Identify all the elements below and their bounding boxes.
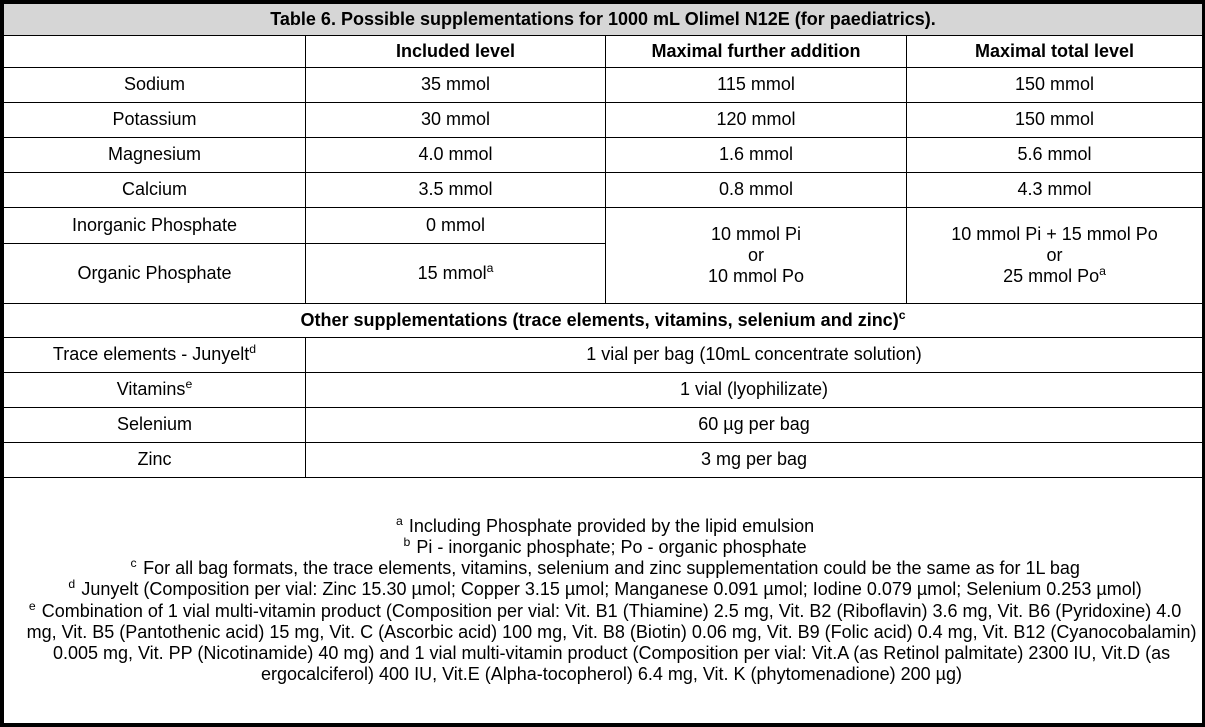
supplementation-table — [3, 3, 1203, 724]
table-row — [4, 173, 1203, 208]
cell-potassium-included: 30 mmol — [306, 103, 606, 138]
cell-phosphate-max-total — [907, 208, 1203, 304]
table-title: Table 6. Possible supplementations for 1000 mL Olimel N12E (for paediatrics). — [4, 4, 1203, 36]
column-header-maximal-further-addition: Maximal further addition — [606, 36, 907, 68]
trace-elements-superscript: d — [249, 342, 257, 357]
cell-phosphate-max-addition — [606, 208, 907, 304]
table-row — [4, 373, 1203, 408]
column-header-row — [4, 36, 1203, 68]
footnote-c: $^c$ For all bag formats, the trace elements, vitamins, selenium and zinc supplementation could be the same as for 1L bag — [130, 556, 1080, 579]
section-banner-other-supplementations — [4, 304, 1203, 338]
column-header-included-level: Included level — [306, 36, 606, 68]
row-label-vitamins — [4, 373, 306, 408]
footnote-a: $^a$ Including Phosphate provided by the lipid emulsion — [395, 513, 815, 536]
section-banner-text: Other supplementations (trace elements, vitamins, selenium and zinc) — [300, 309, 899, 330]
phosphate-max-addition-line2: or — [747, 244, 764, 265]
column-header-maximal-total-level: Maximal total level — [907, 36, 1203, 68]
organic-phosphate-included-value: 15 mmol — [417, 262, 487, 283]
footnote-e-text: Combination of 1 vial multi-vitamin product (Composition per vial: Vit. B1 (Thiamine) 2.5 mg, Vit. B2 (Riboflavin) 3.6 mg, Vit. B6 (Pyridoxine) 4.0 mg, Vit. B5 (Pantothenic acid) 15 mg, Vit. C (Ascorbic acid) 100 mg, Vit. B8 (Biotin) 0.06 mg, Vit. B9 (Folic acid) 0.4 mg, Vit. B12 (Cyanocobalamin) 0.005 mg, Vit. PP (Nicotinamide) 40 mg) and 1 vial multi-vitamin product (Composition per vial: Vit.A (as Retinol palmitate) 2300 IU, Vit.D (as ergocalciferol) 400 IU, Vit.E (Alpha-tocopherol) 6.4 mg, Vit. K (phytomenadione) 200 µg) — [26, 600, 1197, 685]
footnote-d: $^d$ Junyelt (Composition per vial: Zinc 15.30 µmol; Copper 3.15 µmol; Manganese 0.091 µmol; Iodine 0.079 µmol; Selenium 0.253 µmol) — [68, 577, 1142, 600]
vitamins-label-text: Vitamins — [116, 379, 186, 400]
table-title-row — [4, 4, 1203, 36]
vitamins-superscript: e — [185, 377, 193, 392]
trace-elements-label-text: Trace elements - Junyelt — [52, 344, 250, 365]
row-label-zinc: Zinc — [4, 443, 306, 478]
cell-organic-phosphate-included — [306, 244, 606, 304]
cell-magnesium-max-addition: 1.6 mmol — [606, 138, 907, 173]
cell-inorganic-phosphate-included: 0 mmol — [306, 208, 606, 244]
cell-sodium-included: 35 mmol — [306, 68, 606, 103]
row-label-magnesium: Magnesium — [4, 138, 306, 173]
cell-calcium-max-total: 4.3 mmol — [907, 173, 1203, 208]
table-row — [4, 408, 1203, 443]
footnotes-cell — [4, 478, 1203, 724]
footnote-c-text: For all bag formats, the trace elements, vitamins, selenium and zinc supplementation could be the same as for 1L bag — [143, 558, 1080, 579]
organic-phosphate-included-superscript: a — [486, 260, 494, 275]
phosphate-max-total-line3: 25 mmol Po — [1003, 266, 1100, 287]
cell-vitamins-value: 1 vial (lyophilizate) — [306, 373, 1203, 408]
cell-zinc-value: 3 mg per bag — [306, 443, 1203, 478]
table-row — [4, 443, 1203, 478]
footnote-b-text: Pi - inorganic phosphate; Po - organic phosphate — [416, 536, 807, 557]
table-row — [4, 103, 1203, 138]
column-header-blank — [4, 36, 306, 68]
table-row — [4, 338, 1203, 373]
table-row — [4, 208, 1203, 244]
table-row — [4, 138, 1203, 173]
row-label-trace-elements — [4, 338, 306, 373]
row-label-organic-phosphate: Organic Phosphate — [4, 244, 306, 304]
footnote-e: $^e$ Combination of 1 vial multi-vitamin product (Composition per vial: Vit. B1 (Thiamine) 2.5 mg, Vit. B2 (Riboflavin) 3.6 mg, Vit. B6 (Pyridoxine) 4.0 mg, Vit. B5 (Pantothenic acid) 15 mg, Vit. C (Ascorbic acid) 100 mg, Vit. B8 (Biotin) 0.06 mg, Vit. B9 (Folic acid) 0.4 mg, Vit. B12 (Cyanocobalamin) 0.005 mg, Vit. PP (Nicotinamide) 40 mg) and 1 vial multi-vitamin product (Composition per vial: Vit.A (as Retinol palmitate) 2300 IU, Vit.D (as ergocalciferol) 400 IU, Vit.E (Alpha-tocopherol) 6.4 mg, Vit. K (phytomenadione) 200 µg) — [26, 598, 1197, 685]
footnote-b: $^b$ Pi - inorganic phosphate; Po - organic phosphate — [403, 534, 807, 557]
phosphate-max-addition-line1: 10 mmol Pi — [710, 223, 802, 244]
cell-sodium-max-addition: 115 mmol — [606, 68, 907, 103]
row-label-calcium: Calcium — [4, 173, 306, 208]
footnotes-row — [4, 478, 1203, 724]
footnote-a-text: Including Phosphate provided by the lipid emulsion — [408, 515, 815, 536]
cell-magnesium-max-total: 5.6 mmol — [907, 138, 1203, 173]
row-label-potassium: Potassium — [4, 103, 306, 138]
section-banner-row — [4, 304, 1203, 338]
phosphate-max-total-superscript: a — [1099, 264, 1106, 279]
cell-trace-elements-value: 1 vial per bag (10mL concentrate solution) — [306, 338, 1203, 373]
row-label-inorganic-phosphate: Inorganic Phosphate — [4, 208, 306, 244]
footnote-d-text: Junyelt (Composition per vial: Zinc 15.30 µmol; Copper 3.15 µmol; Manganese 0.091 µmol; Iodine 0.079 µmol; Selenium 0.253 µmol) — [81, 579, 1142, 600]
cell-magnesium-included: 4.0 mmol — [306, 138, 606, 173]
section-banner-superscript: c — [898, 307, 906, 322]
cell-sodium-max-total: 150 mmol — [907, 68, 1203, 103]
phosphate-max-addition-line3: 10 mmol Po — [707, 266, 805, 287]
row-label-sodium: Sodium — [4, 68, 306, 103]
table-row — [4, 68, 1203, 103]
phosphate-max-total-line1: 10 mmol Pi + 15 mmol Po — [951, 223, 1158, 244]
phosphate-max-total-line2: or — [1046, 244, 1063, 265]
cell-calcium-max-addition: 0.8 mmol — [606, 173, 907, 208]
cell-potassium-max-addition: 120 mmol — [606, 103, 907, 138]
cell-selenium-value: 60 µg per bag — [306, 408, 1203, 443]
cell-calcium-included: 3.5 mmol — [306, 173, 606, 208]
cell-potassium-max-total: 150 mmol — [907, 103, 1203, 138]
row-label-selenium: Selenium — [4, 408, 306, 443]
